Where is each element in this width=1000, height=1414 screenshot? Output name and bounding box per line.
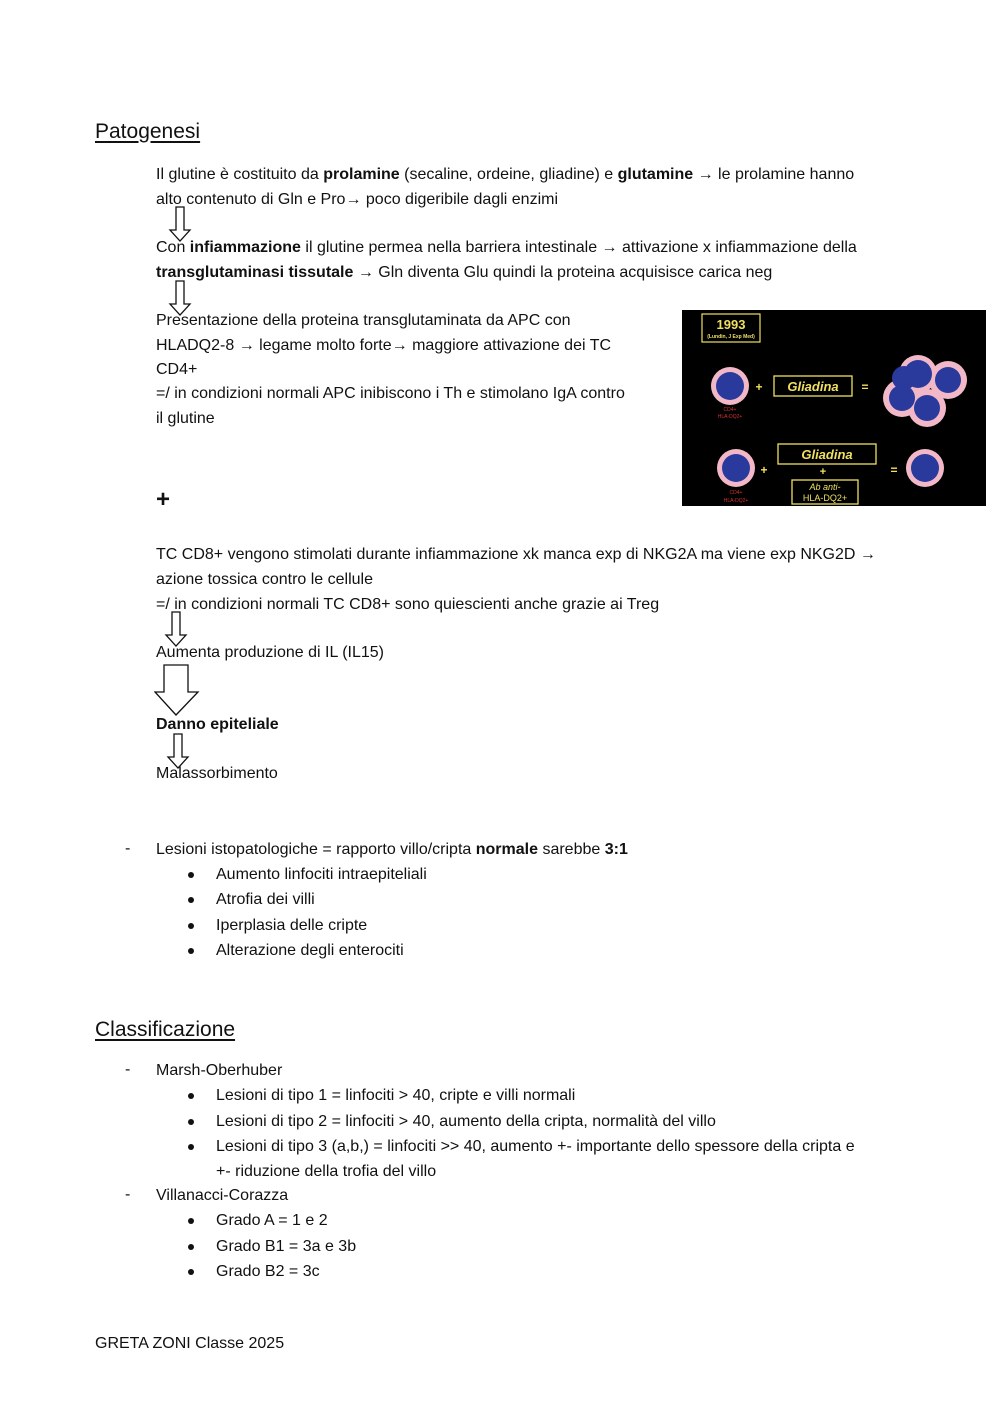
antibody-label: Ab anti- (809, 482, 841, 492)
down-arrow-icon (168, 206, 192, 242)
down-arrow-icon (164, 611, 188, 647)
list-item: Atrofia dei villi (216, 891, 315, 908)
section-heading-patogenesi: Patogenesi (95, 120, 201, 143)
bullet-icon (188, 1119, 194, 1125)
bullet-icon (188, 872, 194, 878)
plus-sign: + (760, 463, 768, 477)
list-item: Grado B2 = 3c (216, 1263, 320, 1280)
paragraph-presentazione-line2: HLADQ2-8 → legame molto forte→ maggiore attivazione dei TC (156, 337, 612, 354)
bullet-icon (188, 1093, 194, 1099)
cell-label: HLA-DQ2+ (723, 498, 749, 504)
down-arrow-large-icon (154, 664, 200, 716)
cell-core (716, 372, 744, 400)
plus-sign: + (755, 380, 763, 394)
list-item: Grado A = 1 e 2 (216, 1212, 328, 1229)
list-item-continuation: +- riduzione della trofia del villo (216, 1163, 437, 1180)
list-item: Lesioni di tipo 3 (a,b,) = linfociti >> 40, aumento +- importante dello spessore della cripta e (216, 1138, 855, 1155)
paragraph-presentazione-line4: =/ in condizioni normali APC inibiscono i Th e stimolano IgA contro (156, 385, 625, 402)
bullet-icon (188, 1218, 194, 1224)
cell-label: CD4+ (723, 407, 737, 413)
gliadina-label: Gliadina (787, 379, 839, 394)
paragraph-presentazione-line5: il glutine (156, 410, 215, 427)
list-item: Lesioni di tipo 1 = linfociti > 40, cripte e villi normali (216, 1087, 576, 1104)
paragraph-cd8-line3: =/ in condizioni normali TC CD8+ sono quiescienti anche grazie ai Treg (156, 596, 660, 613)
list-dash: - (125, 1186, 131, 1203)
gliadina-figure (682, 310, 986, 506)
list-item: Iperplasia delle cripte (216, 917, 368, 934)
figure-year: 1993 (716, 317, 746, 332)
page-footer: GRETA ZONI Classe 2025 (95, 1335, 285, 1352)
plus-sign: + (819, 466, 827, 478)
plus-sign: + (156, 486, 171, 513)
marsh-title: Marsh-Oberhuber (156, 1062, 283, 1079)
paragraph-infiammazione-line1: Con infiammazione il glutine permea nella barriera intestinale → attivazione x infiammazione della (156, 239, 857, 256)
paragraph-cd8-line1: TC CD8+ vengono stimolati durante infiammazione xk manca exp di NKG2A ma viene exp NKG2D → (156, 546, 876, 563)
bullet-icon (188, 1269, 194, 1275)
equals-sign: = (861, 380, 869, 394)
bullet-icon (188, 948, 194, 954)
cell-label: HLA-DQ2+ (717, 414, 743, 420)
paragraph-presentazione-line3: CD4+ (156, 361, 198, 378)
bullet-icon (188, 923, 194, 929)
list-item: Grado B1 = 3a e 3b (216, 1238, 357, 1255)
bullet-icon (188, 1144, 194, 1150)
figure-source: (Lundin, J Exp Med) (707, 334, 755, 340)
paragraph-malassorbimento: Malassorbimento (156, 765, 278, 782)
section-heading-classificazione: Classificazione (95, 1018, 236, 1041)
gliadina-label: Gliadina (801, 447, 853, 462)
paragraph-cd8-line2: azione tossica contro le cellule (156, 571, 374, 588)
list-dash: - (125, 840, 131, 857)
list-item: Lesioni di tipo 2 = linfociti > 40, aumento della cripta, normalità del villo (216, 1113, 716, 1130)
list-item: Alterazione degli enterociti (216, 942, 404, 959)
paragraph-glutine-line1: Il glutine è costituito da prolamine (secaline, ordeine, gliadine) e glutamine → le prolamine hanno (156, 166, 855, 183)
lesioni-intro: Lesioni istopatologiche = rapporto villo/cripta normale sarebbe 3:1 (156, 841, 628, 858)
paragraph-danno: Danno epiteliale (156, 716, 279, 733)
paragraph-glutine-line2: alto contenuto di Gln e Pro→ poco digeribile dagli enzimi (156, 191, 559, 208)
bullet-icon (188, 1244, 194, 1250)
list-item: Aumento linfociti intraepiteliali (216, 866, 427, 883)
paragraph-infiammazione-line2: transglutaminasi tissutale → Gln diventa Glu quindi la proteina acquisisce carica neg (156, 264, 773, 281)
equals-sign: = (890, 463, 898, 477)
gliadina-diagram (682, 310, 986, 506)
cell-label: CD4+ (729, 490, 743, 496)
cell-core (911, 454, 939, 482)
antibody-label: HLA-DQ2+ (802, 493, 848, 503)
bullet-icon (188, 897, 194, 903)
paragraph-presentazione-line1: Presentazione della proteina transglutaminata da APC con (156, 312, 571, 329)
cell-cluster (883, 355, 967, 427)
villanacci-title: Villanacci-Corazza (156, 1187, 289, 1204)
paragraph-il15: Aumenta produzione di IL (IL15) (156, 644, 384, 661)
cell-core (722, 454, 750, 482)
list-dash: - (125, 1061, 131, 1078)
